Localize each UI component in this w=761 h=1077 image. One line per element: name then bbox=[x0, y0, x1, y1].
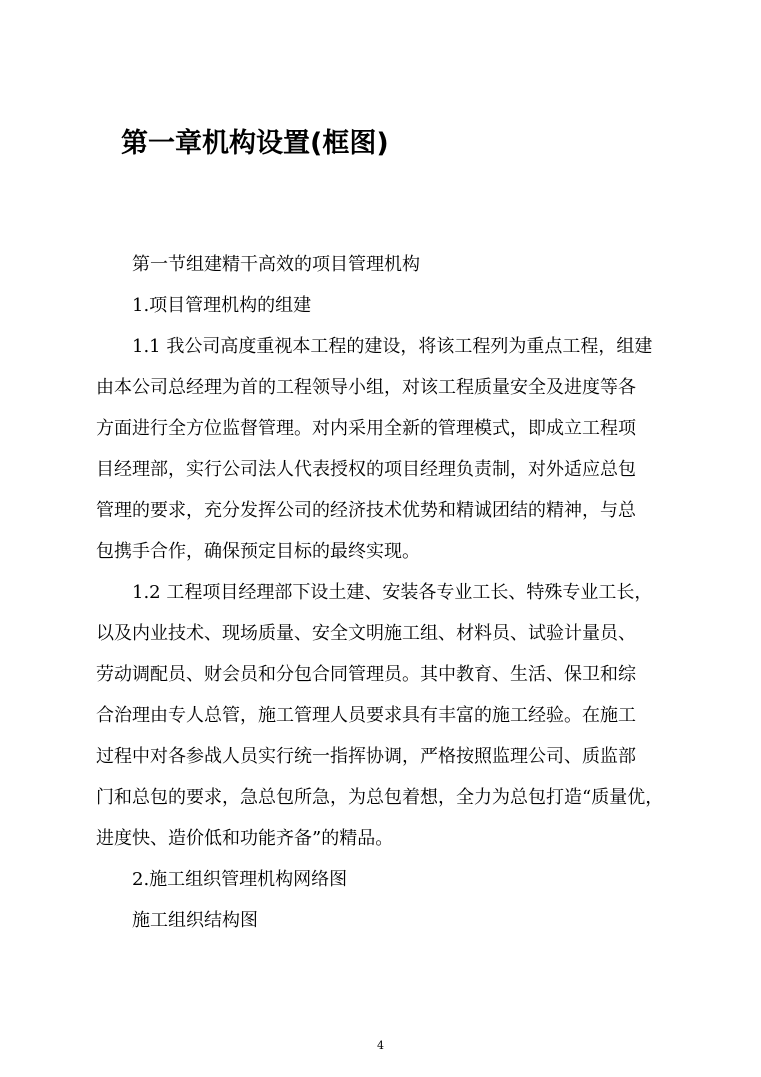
paragraph-line: 进度快、造价低和功能齐备”的精品。 bbox=[96, 828, 394, 849]
paragraph-1-1 bbox=[96, 326, 676, 572]
heading-organization-network bbox=[96, 859, 676, 900]
chapter-title: 第一章机构设置(框图) bbox=[121, 128, 389, 159]
document-body bbox=[96, 244, 676, 941]
heading-organization-chart-text: 施工组织结构图 bbox=[132, 910, 258, 931]
paragraph-line: 由本公司总经理为首的工程领导小组，对该工程质量安全及进度等各 bbox=[96, 377, 636, 398]
paragraph-line: 方面进行全方位监督管理。对内采用全新的管理模式，即成立工程项 bbox=[96, 418, 636, 439]
paragraph-line: 劳动调配员、财会员和分包合同管理员。其中教育、生活、保卫和综 bbox=[96, 664, 636, 685]
paragraph-line: 以及内业技术、现场质量、安全文明施工组、材料员、试验计量员、 bbox=[96, 623, 636, 644]
paragraph-line: 管理的要求，充分发挥公司的经济技术优势和精诚团结的精神，与总 bbox=[96, 500, 636, 521]
paragraph-1-2 bbox=[96, 572, 676, 859]
heading-organization-chart bbox=[96, 900, 676, 941]
heading-project-organization bbox=[96, 285, 676, 326]
heading-organization-network-text: 2.施工组织管理机构网络图 bbox=[132, 869, 348, 890]
section-title-text: 第一节组建精干高效的项目管理机构 bbox=[132, 254, 420, 275]
paragraph-line: 合治理由专人总管，施工管理人员要求具有丰富的施工经验。在施工 bbox=[96, 705, 636, 726]
paragraph-line: 1.1 我公司高度重视本工程的建设，将该工程列为重点工程，组建 bbox=[132, 336, 653, 357]
heading-project-organization-text: 1.项目管理机构的组建 bbox=[132, 295, 312, 316]
paragraph-line: 包携手合作，确保预定目标的最终实现。 bbox=[96, 541, 420, 562]
paragraph-line: 目经理部，实行公司法人代表授权的项目经理负责制，对外适应总包 bbox=[96, 459, 636, 480]
paragraph-line: 1.2 工程项目经理部下设土建、安装各专业工长、特殊专业工长， bbox=[132, 582, 653, 603]
paragraph-line: 门和总包的要求，急总包所急，为总包着想，全力为总包打造“质量优， bbox=[96, 787, 664, 808]
paragraph-line: 过程中对各参战人员实行统一指挥协调，严格按照监理公司、质监部 bbox=[96, 746, 636, 767]
section-title bbox=[96, 244, 676, 285]
page-number: 4 bbox=[377, 1039, 384, 1052]
